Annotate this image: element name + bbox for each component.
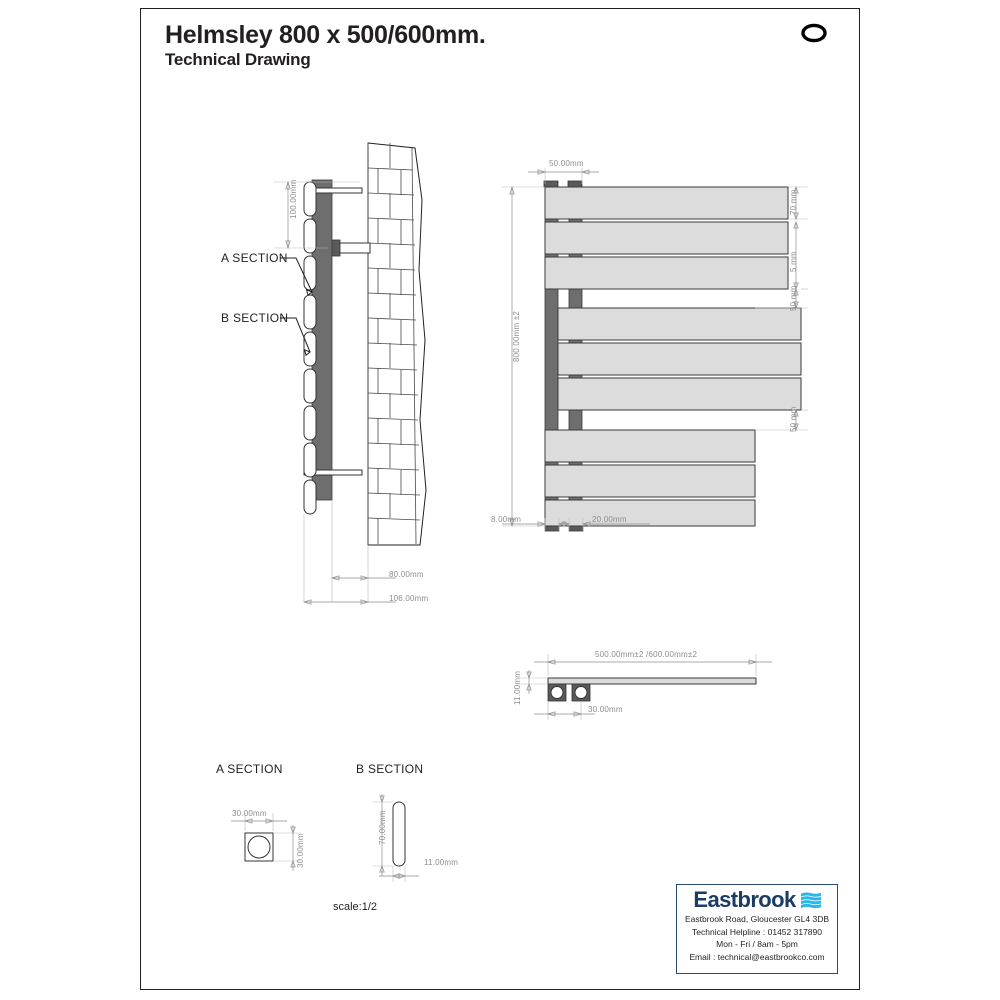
- panel-bar: [545, 430, 755, 462]
- ring-icon: [799, 22, 829, 44]
- panel-bar: [545, 257, 788, 289]
- dim-label-50mm-top: 50.00mm: [549, 159, 584, 168]
- rail-profiles: [304, 182, 316, 514]
- callout-b-section: B SECTION: [221, 311, 289, 325]
- panel-bar: [545, 465, 755, 497]
- outlet-tab-right: [569, 526, 583, 531]
- panel-bar: [558, 378, 801, 410]
- dim-106mm: [304, 600, 396, 604]
- panel-bar: [558, 308, 801, 340]
- section-a-title: A SECTION: [216, 762, 283, 776]
- dim-label-100mm: 100.00mm: [289, 179, 298, 219]
- scale-note: scale:1/2: [333, 901, 378, 913]
- brand-row: [677, 889, 837, 911]
- footer-hours: Mon - Fri / 8am - 5pm: [716, 939, 798, 950]
- page-title: Helmsley 800 x 500/600mm.: [165, 21, 486, 49]
- dim-label-800mm: 800.00mm ±2: [512, 310, 521, 362]
- dim-section-b-width: [379, 866, 419, 882]
- dim-label-11mm: 11.00mm: [513, 670, 522, 705]
- wall-brickwork: [368, 143, 426, 545]
- side-view-drawing: [200, 140, 460, 620]
- page-subtitle: Technical Drawing: [165, 50, 311, 69]
- section-a-circle: [248, 836, 270, 858]
- dim-label-80mm: 80.00mm: [389, 570, 424, 579]
- dim-label-50mm-upper: 50 mm: [789, 285, 798, 311]
- dim-label-section-b-height: 70.00mm: [378, 810, 387, 845]
- dim-label-8mm: 8.00mm: [491, 515, 522, 524]
- dim-label-50mm-lower: 50 mm: [789, 406, 798, 432]
- wave-bars-icon: [801, 892, 821, 909]
- plan-connectors: [548, 684, 590, 701]
- inlet-tab-right: [568, 181, 582, 187]
- dim-label-106mm: 106.00mm: [389, 594, 429, 603]
- dim-30mm-plan: [534, 701, 595, 720]
- footer-email: Email : technical@eastbrookco.com: [689, 951, 825, 962]
- front-view-drawing: [500, 160, 810, 530]
- panel-bar: [545, 187, 788, 219]
- dim-label-section-a-width: 30.00mm: [232, 809, 267, 818]
- section-b-title: B SECTION: [356, 762, 424, 776]
- brand-name: Eastbrook: [693, 887, 796, 912]
- dim-label-width-plan: 500.00mm±2 /600.00mm±2: [595, 650, 698, 659]
- panel-group-1: [545, 187, 788, 289]
- outlet-tab-left: [545, 526, 559, 531]
- dim-label-5mm: 5 mm: [789, 251, 798, 272]
- panel-group-2: [558, 308, 801, 410]
- dim-label-70mm: 70 mm: [789, 189, 798, 215]
- wall-bracket: [331, 240, 370, 256]
- title-block: [165, 22, 725, 69]
- panel-bar: [558, 343, 801, 375]
- dim-11mm: [520, 670, 548, 694]
- panel-bar: [545, 500, 755, 526]
- projection-lines: [304, 500, 368, 602]
- dim-label-section-b-width: 11.00mm: [424, 858, 459, 867]
- dim-label-30mm-plan: 30.00mm: [588, 705, 623, 714]
- inlet-tab-left: [544, 181, 558, 187]
- footer-helpline: Technical Helpline : 01452 317890: [692, 926, 822, 937]
- company-info-block: [676, 884, 838, 974]
- panel-group-3: [545, 430, 755, 526]
- dim-label-section-a-height: 30.00mm: [296, 833, 305, 868]
- panel-bar: [545, 222, 788, 254]
- dim-800mm-height: [502, 187, 545, 526]
- footer-address: Eastbrook Road, Gloucester GL4 3DB: [684, 914, 830, 924]
- dim-50mm-top: [528, 168, 599, 184]
- dim-label-20mm: 20.00mm: [592, 515, 627, 524]
- plan-body: [548, 678, 756, 684]
- callout-a-section: A SECTION: [221, 251, 288, 265]
- dim-80mm: [332, 576, 396, 580]
- section-b-oblong: [393, 802, 405, 866]
